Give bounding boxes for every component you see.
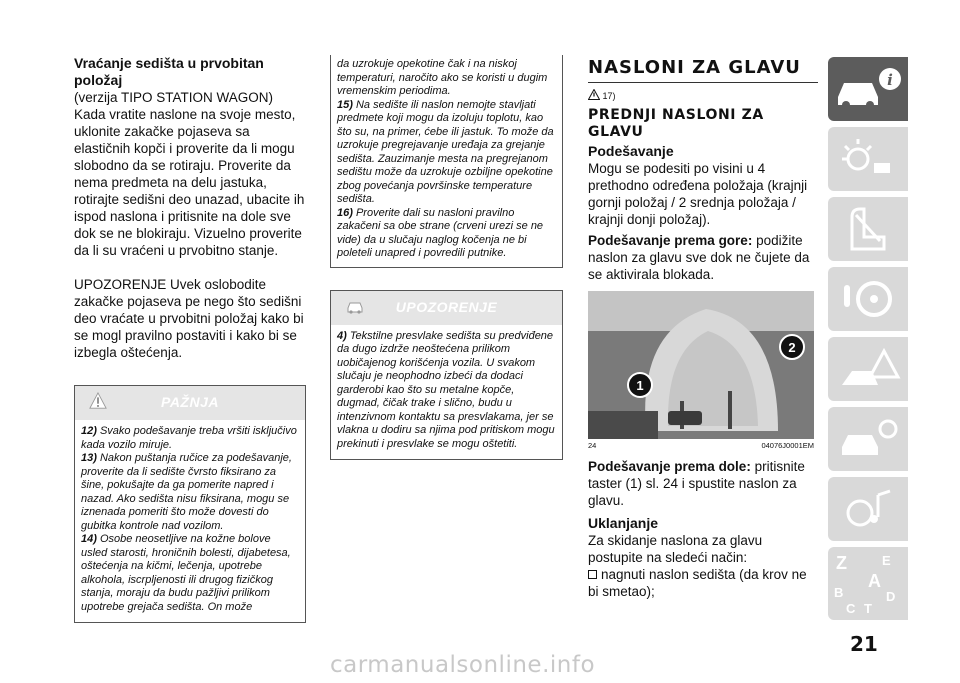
section-subtitle: PREDNJI NASLONI ZA GLAVU: [588, 107, 764, 140]
svg-text:B: B: [834, 585, 844, 600]
paragraph-warning-inline: UPOZORENJE Uvek oslobodite zakačke pojaseva pe nego što sedišni deo vraćate u prvobitni položaj kako bi se mogl pravilno postaviti i kako bi se izbegla oštećenja.: [74, 277, 304, 360]
paragraph: Mogu se podesiti po visini u 4 prethodno određena položaja (krajnji gornji položaj / 2 srednja položaja / krajnji donji položaj).: [588, 161, 808, 227]
tab-dashboard[interactable]: [828, 127, 908, 191]
paragraph-down: Podešavanje prema dole: pritisnite taster (1) sl. 24 i spustite naslon za glavu.: [588, 459, 805, 508]
note-14-continued: da uzrokuje opekotine čak i na niskoj temperaturi, naročito ako se koristi u dugim vremenskim periodima.: [337, 58, 548, 97]
svg-text:A: A: [868, 571, 881, 591]
svg-text:Z: Z: [836, 553, 847, 573]
callout-1-text: 1: [636, 378, 644, 393]
note-4: 4) Tekstilne presvlake sedišta su predviđene da dugo izdrže neoštećena prilikom uobičajenog korišćenja vozila. U svakom slučaju je neophodno izbeći da dodaci garderobi kao što su metalne kopče, dugmad, čičak trake i slično, budu u intenzivnom kontaktu sa presvlakama, jer se vlakna u dodiru sa njima pod pritiskom mogu prekinuti i presvlake se mogu oštetiti.: [337, 329, 555, 450]
title-rule: [588, 82, 818, 83]
note-12: 12) Svako podešavanje treba vršiti isključivo kada vozilo miruje.: [81, 425, 297, 451]
chapter-sidebar: [828, 57, 908, 620]
caution-title: PAŽNJA: [161, 394, 219, 410]
caution-box: [74, 385, 306, 623]
tab-index[interactable]: [828, 547, 908, 620]
caution-continued-box: [330, 55, 563, 268]
column-left: [74, 55, 306, 623]
figure-code: 04076J0001EM: [761, 441, 814, 450]
car-info-icon: [828, 57, 908, 121]
paragraph: Za skidanje naslona za glavu postupite na sledeći način:: [588, 533, 763, 565]
paragraph: Kada vratite naslone na svoje mesto, uklonite zakačke pojaseva sa elastičnih kopči i proverite da li mogu slobodno da se rotiraju. Proverite da nema predmeta na delu jastuka, rotirajte sedišni deo unazad, ubacite ih ispod naslona i pritisnite na dole sve dok se ne blokiraju. Vizuelno proverite da li su vraćeni u prvobitno stanje.: [74, 107, 305, 258]
dashboard-lights-icon: [828, 127, 908, 191]
headrest-figure: [588, 291, 814, 439]
reference-line: [588, 89, 818, 101]
bullet-box-icon: [588, 570, 597, 579]
index-letters-icon: [828, 547, 908, 620]
caution-body: [75, 420, 305, 622]
site-watermark: carmanualsonline.info: [330, 652, 596, 678]
svg-text:D: D: [886, 589, 896, 604]
reference-number: 17): [602, 91, 616, 101]
steering-wheel-icon: [828, 267, 908, 331]
column-middle: [330, 55, 563, 460]
svg-text:E: E: [882, 553, 891, 568]
heading-adjustment: Podešavanje: [588, 143, 674, 159]
svg-text:T: T: [864, 601, 872, 616]
headrest-illustration: [588, 291, 814, 439]
caution-header: [75, 386, 305, 420]
note-15: 15) Na sedište ili naslon nemojte stavljati predmete koji mogu da izoluju toplotu, kao što su, na primer, ćebe ili jastuk. To može da uzrokuje pregrejavanje uređaja za grejanje sedišta. Zauzimanje mesta na pregrejanom sedištu može da uzrokuje ozbiljne opekotine zbog povećanja površinske temperature sedišta.: [337, 98, 554, 205]
figure-number: 24: [588, 441, 597, 450]
note-13: 13) Nakon puštanja ručice za podešavanje, proverite da li sedište čvrsto fiksirano za šine, pokušajte da ga pomerite napred i nazad. Ako sedišta nisu fiksirana, mogu se iznenada pomeriti što može dovesti do gubitka kontrole nad vozilom.: [81, 452, 292, 532]
multimedia-icon: [828, 477, 908, 541]
warning-triangle-icon: [588, 89, 600, 100]
svg-text:C: C: [846, 601, 856, 616]
svg-text:i: i: [887, 71, 893, 89]
chapter-title: NASLONI ZA GLAVU: [588, 57, 801, 78]
bullet-item: nagnuti naslon sedišta (da krov ne bi smetao);: [588, 567, 807, 599]
version-note: (verzija TIPO STATION WAGON): [74, 90, 274, 105]
warning-road-icon: [828, 337, 908, 401]
tab-driving[interactable]: [828, 267, 908, 331]
note-16: 16) Proverite dali su nasloni pravilno zakačeni sa obe strane (crveni urezi se ne vide) da u slučaju naglog kočenja ne bi poleteli unapred i povredili putnike.: [337, 206, 544, 259]
seat-safety-icon: [828, 197, 908, 261]
tab-emergency[interactable]: [828, 337, 908, 401]
tab-service[interactable]: [828, 407, 908, 471]
heading-removal: Uklanjanje: [588, 515, 659, 531]
warning-box: [330, 290, 563, 461]
paragraph-up: Podešavanje prema gore: podižite naslon za glavu sve dok ne čujete da se aktivirala blokada.: [588, 233, 810, 282]
callout-2-text: 2: [788, 340, 796, 355]
page-number: 21: [850, 632, 878, 656]
note-14: 14) Osobe neosetljive na kožne bolove usled starosti, hroničnih bolesti, dijabetesa, oštećenja na kičmi, lečenja, upotrebe alkohola, iscrpljenosti ili drugog fizičkog stanja, moraju da budu pažljivi prilikom upotrebe grejača sedišta. On može: [81, 533, 291, 613]
tab-multimedia[interactable]: [828, 477, 908, 541]
figure-caption: [588, 441, 814, 450]
column-right: [588, 58, 818, 600]
car-service-icon: [828, 407, 908, 471]
tab-car-info[interactable]: [828, 57, 908, 121]
warning-header: [331, 291, 562, 325]
warning-body: [331, 325, 562, 460]
warning-title: UPOZORENJE: [395, 298, 498, 315]
section-heading: Vraćanje sedišta u prvobitan položaj: [74, 55, 264, 88]
tab-safety[interactable]: [828, 197, 908, 261]
